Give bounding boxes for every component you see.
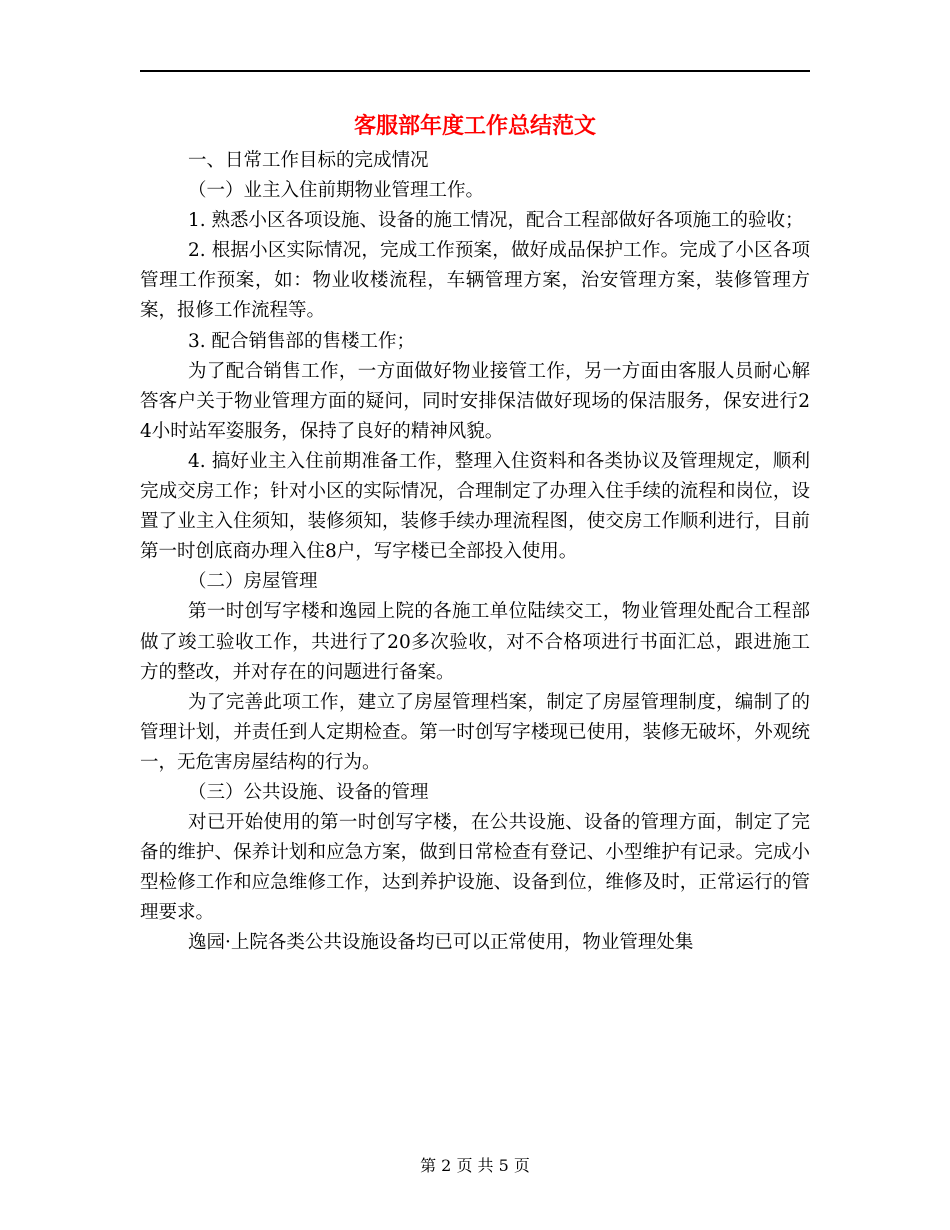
- document-body: [140, 146, 810, 959]
- header-rule: [140, 70, 810, 72]
- subsection-heading: （二）房屋管理: [188, 571, 318, 593]
- paragraph: 对已开始使用的第一时创写字楼，在公共设施、设备的管理方面，制定了完备的维护、保养计划和应急方案，做到日常检查有登记、小型维护有记录。完成小型检修工作和应急维修工作，达到养护设施、设备到位，维修及时，正常运行的管理要求。: [140, 812, 810, 924]
- page-footer: 第 2 页 共 5 页: [420, 1156, 530, 1175]
- section-heading: 一、日常工作目标的完成情况: [188, 150, 429, 171]
- paragraph: 1. 熟悉小区各项设施、设备的施工情况，配合工程部做好各项施工的验收；: [188, 210, 804, 232]
- paragraph: 2. 根据小区实际情况，完成工作预案，做好成品保护工作。完成了小区各项管理工作预案，如：物业收楼流程，车辆管理方案，治安管理方案，装修管理方案，报修工作流程等。: [140, 240, 810, 322]
- paragraph: 逸园·上院各类公共设施设备均已可以正常使用，物业管理处集: [188, 932, 694, 954]
- paragraph: 为了配合销售工作，一方面做好物业接管工作，另一方面由客服人员耐心解答客户关于物业管理方面的疑问，同时安排保洁做好现场的保洁服务，保安进行24小时站军姿服务，保持了良好的精神风貌。: [140, 360, 810, 442]
- paragraph: 为了完善此项工作，建立了房屋管理档案，制定了房屋管理制度，编制了的管理计划，并责任到人定期检查。第一时创写字楼现已使用，装修无破坏，外观统一，无危害房屋结构的行为。: [140, 691, 810, 773]
- paragraph: 第一时创写字楼和逸园上院的各施工单位陆续交工，物业管理处配合工程部做了竣工验收工作，共进行了20多次验收，对不合格项进行书面汇总，跟进施工方的整改，并对存在的问题进行备案。: [140, 601, 810, 683]
- subsection-heading: （三）公共设施、设备的管理: [188, 781, 429, 803]
- paragraph: 4. 搞好业主入住前期准备工作，整理入住资料和各类协议及管理规定，顺利完成交房工作；针对小区的实际情况，合理制定了办理入住手续的流程和岗位，设置了业主入住须知，装修须知，装修手续办理流程图，使交房工作顺利进行，目前第一时创底商办理入住8户，写字楼已全部投入使用。: [140, 450, 810, 563]
- document-title: 客服部年度工作总结范文: [353, 113, 596, 139]
- subsection-heading: （一）业主入住前期物业管理工作。: [188, 180, 485, 202]
- paragraph: 3. 配合销售部的售楼工作；: [188, 330, 416, 352]
